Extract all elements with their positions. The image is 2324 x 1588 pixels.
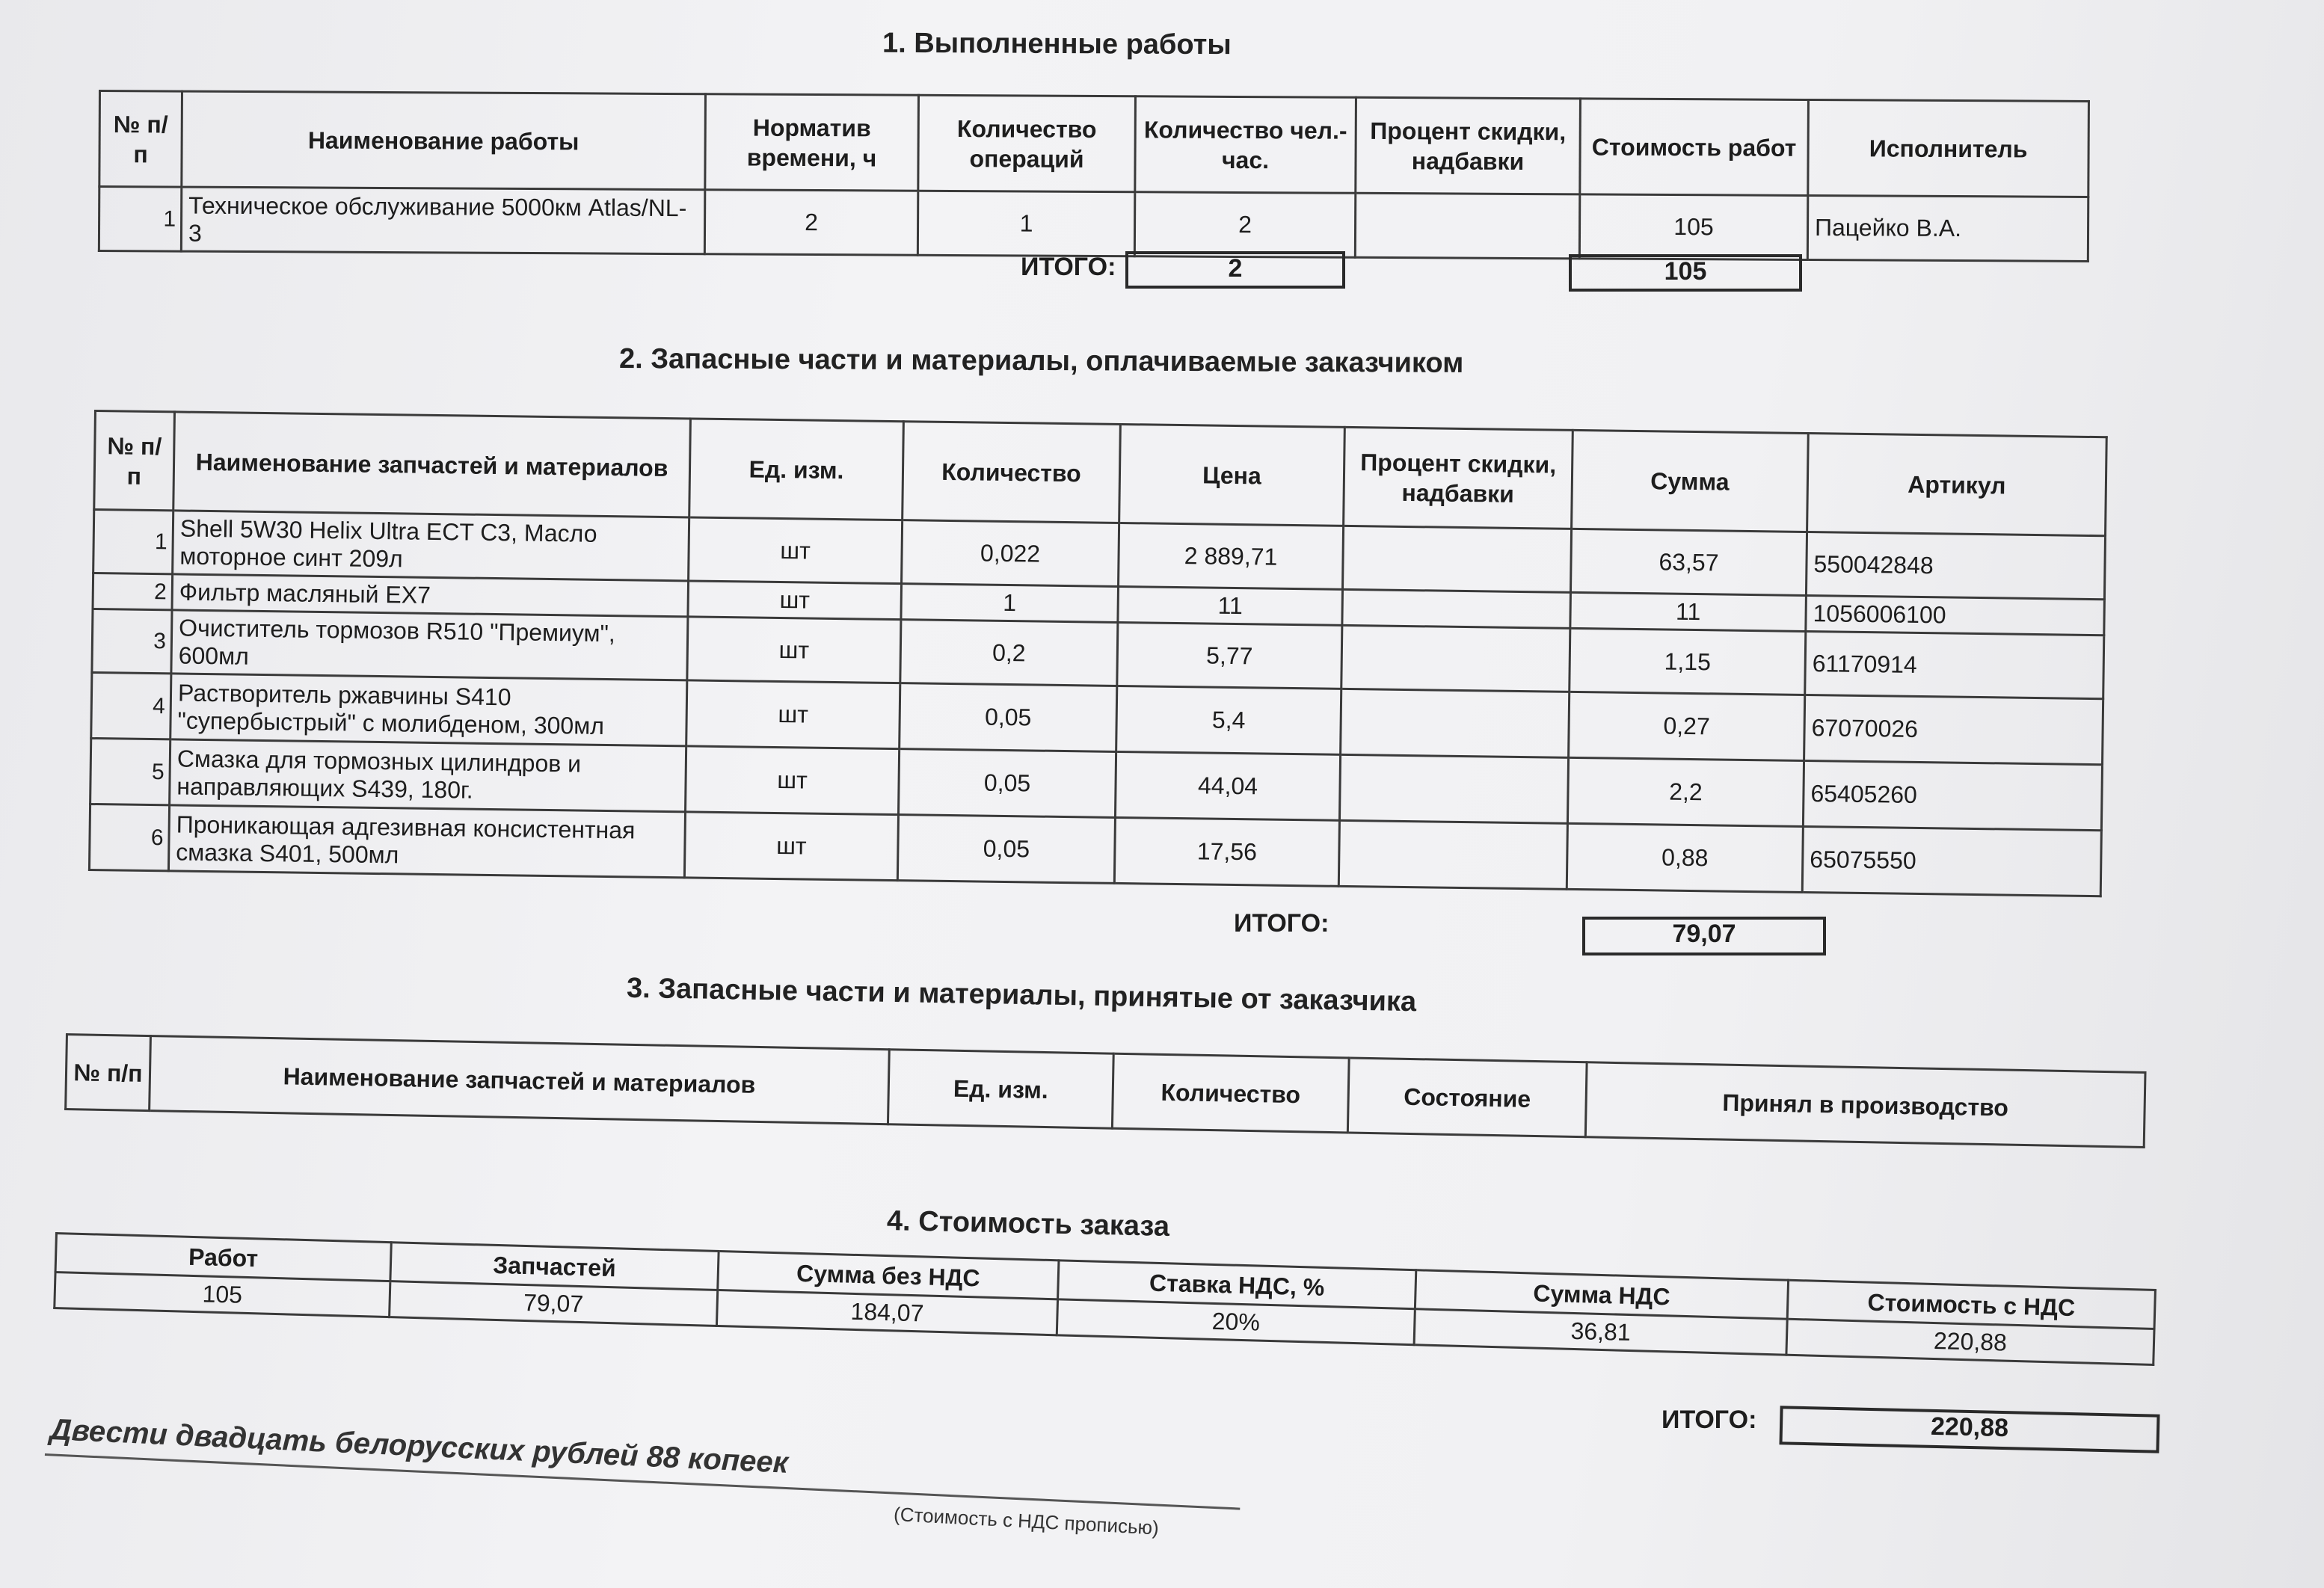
amount-in-words-caption: (Стоимость с НДС прописью) (893, 1503, 1160, 1539)
part-name: Растворитель ржавчины S410 "супербыстрый" с молибденом, 300мл (170, 674, 687, 746)
price: 2 889,71 (1119, 523, 1344, 589)
col-accepted-into-production: Принял в производство (1585, 1062, 2145, 1148)
quantity: 0,05 (900, 683, 1117, 752)
discount (1341, 625, 1570, 692)
col-sum: Сумма (1572, 430, 1809, 532)
operations-count: 1 (917, 191, 1134, 256)
col-discount-percent: Процент скидки, надбавки (1344, 427, 1573, 529)
sum: 0,88 (1567, 823, 1803, 892)
row-number: 1 (93, 510, 173, 574)
section-4-total: 220,88 (1779, 1406, 2159, 1453)
quantity: 0,05 (897, 815, 1115, 884)
part-name: Смазка для тормозных цилиндров и направляющих S439, 180г. (170, 739, 686, 812)
section-2-total-label: ИТОГО: (1234, 909, 1329, 938)
col-vat-rate: Ставка НДС, % (1058, 1261, 1416, 1309)
col-unit: Ед. изм. (689, 419, 904, 520)
sum: 2,2 (1567, 757, 1804, 826)
work-cost: 105 (1579, 194, 1807, 260)
discount (1339, 754, 1568, 823)
sum: 63,57 (1570, 529, 1807, 595)
part-name: Проникающая адгезивная консистентная смазка S401, 500мл (168, 805, 685, 878)
section-1-total-label: ИТОГО: (1021, 253, 1116, 281)
part-name: Очиститель тормозов R510 "Премиум", 600мл (171, 610, 688, 680)
col-man-hours: Количество чел.-час. (1135, 96, 1356, 194)
article: 65075550 (1802, 826, 2101, 896)
article: 65405260 (1803, 760, 2102, 830)
col-number: № п/п (99, 91, 182, 188)
part-name: Shell 5W30 Helix Ultra ECT C3, Масло моторное синт 209л (173, 511, 689, 581)
section-4-title: 4. Стоимость заказа (886, 1205, 1170, 1243)
unit: шт (686, 680, 900, 749)
section-2-title: 2. Запасные части и материалы, оплачиваемые заказчиком (618, 343, 1464, 379)
cost-with-vat: 220,88 (1786, 1319, 2154, 1364)
discount (1342, 526, 1571, 592)
completed-works-table (98, 90, 2090, 262)
order-cost-table (53, 1232, 2157, 1366)
sum: 11 (1570, 592, 1807, 631)
price: 11 (1118, 586, 1343, 625)
section-1-total-hours: 2 (1125, 251, 1345, 289)
unit: шт (686, 746, 900, 815)
amount-in-words: Двести двадцать белорусских рублей 88 копеек (49, 1413, 789, 1480)
discount-percent (1355, 193, 1579, 259)
row-number: 3 (92, 609, 172, 673)
unit: шт (684, 812, 898, 881)
article: 61170914 (1805, 631, 2104, 698)
sum: 0,27 (1569, 692, 1805, 760)
col-article: Артикул (1807, 434, 2107, 536)
price: 17,56 (1114, 817, 1339, 886)
col-executor: Исполнитель (1808, 99, 2089, 197)
time-norm: 2 (704, 190, 917, 255)
discount (1338, 820, 1567, 889)
executor: Пацейко В.А. (1807, 195, 2088, 261)
col-sum-without-vat: Сумма без НДС (718, 1252, 1059, 1299)
quantity: 0,05 (899, 749, 1116, 818)
part-name: Фильтр масляный EX7 (172, 574, 689, 617)
price: 5,77 (1117, 622, 1342, 689)
col-works: Работ (55, 1234, 391, 1281)
unit: шт (689, 517, 903, 584)
article: 67070026 (1804, 695, 2103, 764)
col-condition: Состояние (1347, 1058, 1587, 1137)
col-quantity: Количество (1112, 1053, 1349, 1133)
section-2-total-sum: 79,07 (1582, 917, 1826, 955)
col-work-name: Наименование работы (182, 91, 706, 190)
work-name: Техническое обслуживание 5000км Atlas/NL-3 (181, 187, 704, 254)
quantity: 0,022 (902, 520, 1119, 587)
quantity: 1 (901, 584, 1119, 623)
col-vat-sum: Сумма НДС (1415, 1270, 1788, 1319)
col-price: Цена (1119, 424, 1345, 526)
discount (1341, 689, 1570, 757)
row-number: 1 (99, 187, 181, 252)
unit: шт (687, 617, 901, 683)
section-3-title: 3. Запасные части и материалы, принятые от заказчика (626, 972, 1417, 1018)
col-unit: Ед. изм. (888, 1050, 1113, 1128)
table-row (99, 187, 2088, 262)
row-number: 5 (90, 738, 170, 804)
sum-without-vat: 184,07 (716, 1290, 1057, 1335)
works-cost: 105 (55, 1272, 390, 1317)
discount (1342, 589, 1571, 628)
customer-provided-parts-table (64, 1033, 2146, 1148)
quantity: 0,2 (900, 620, 1118, 686)
col-quantity: Количество (903, 422, 1121, 523)
col-part-name: Наименование запчастей и материалов (173, 412, 691, 517)
customer-paid-parts-table (88, 410, 2108, 897)
col-cost-with-vat: Стоимость с НДС (1787, 1280, 2155, 1329)
vat-sum: 36,81 (1414, 1309, 1787, 1355)
vat-rate: 20% (1057, 1299, 1415, 1345)
article: 550042848 (1806, 532, 2105, 599)
col-number: № п/п (94, 411, 175, 511)
col-discount-percent: Процент скидки, надбавки (1356, 97, 1581, 194)
section-1-title: 1. Выполненные работы (882, 27, 1232, 61)
col-parts: Запчастей (390, 1243, 719, 1290)
article: 1056006100 (1806, 595, 2105, 635)
section-4-total-label: ИТОГО: (1661, 1406, 1757, 1434)
row-number: 4 (91, 672, 171, 739)
row-number: 2 (93, 573, 173, 610)
unit: шт (688, 581, 902, 620)
man-hours: 2 (1134, 192, 1355, 258)
col-time-norm: Норматив времени, ч (705, 94, 919, 191)
price: 44,04 (1115, 751, 1340, 820)
row-number: 6 (89, 804, 169, 870)
col-part-name: Наименование запчастей и материалов (150, 1036, 890, 1124)
col-number: № п/п (66, 1035, 151, 1111)
parts-cost: 79,07 (390, 1281, 718, 1326)
section-1-total-cost: 105 (1569, 254, 1802, 292)
col-work-cost: Стоимость работ (1580, 99, 1809, 196)
col-operations-count: Количество операций (918, 95, 1136, 192)
price: 5,4 (1116, 686, 1341, 754)
sum: 1,15 (1570, 628, 1806, 695)
